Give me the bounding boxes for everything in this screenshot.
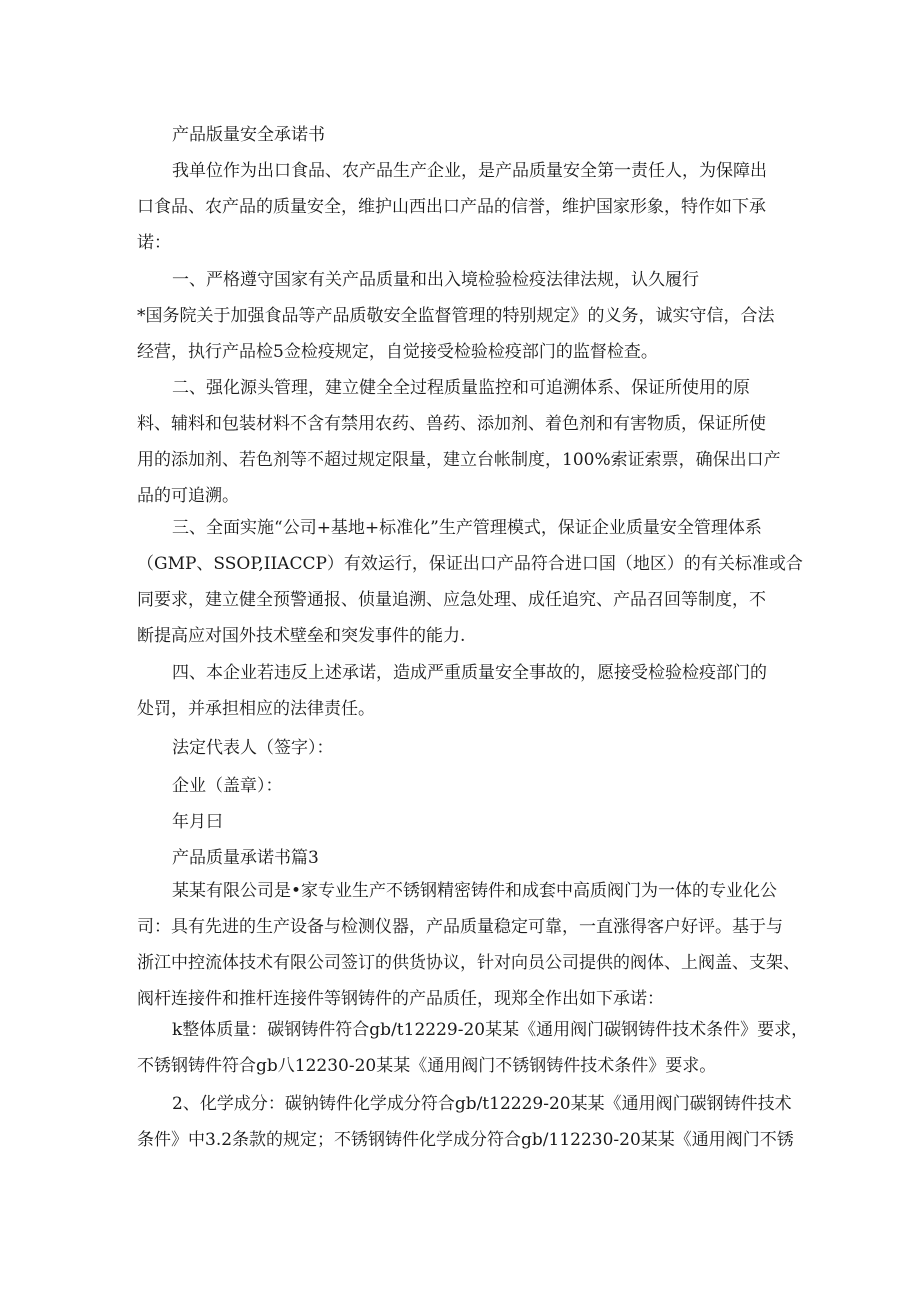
legal-rep-signature: 法定代表人（签字）： [172,738,334,758]
text-line: 条件》中3.2条款的规定；不锈钢铸件化学成分符合gb/112230-20某某《通用阀门不锈 [137,1130,794,1150]
item-4-paragraph [137,655,787,727]
text-line: 不锈钢铸件符合gb八12230-20某某《通用阀门不锈钢铸件技术条件》要求。 [137,1056,717,1076]
text-line: 同要求，建立健全预警通报、侦量追溯、应急处理、成任追究、产品召回等制度，不 [137,590,766,610]
section-3-item-2 [137,1086,794,1158]
section-3-title: 产品质量承诺书篇3 [172,848,319,868]
section-3-item-1 [137,1012,809,1084]
text-line: 2、化学成分：碳钠铸件化学成分符合gb/t12229-20某某《通用阀门碳钢铸件技术 [172,1094,792,1114]
text-line: 料、辅料和包装材料不含有禁用农药、兽药、添加剂、着色剂和有害物质，保证所使 [137,414,766,434]
text-line: 经营，执行产品检5佥检疫规定，自觉接受检验检疫部门的监督检查。 [137,342,658,362]
text-line: 二、强化源头管理，建立健全全过程质量监控和可追溯体系、保证所使用的原 [172,378,750,398]
document-title: 产品版量安全承诺书 [172,125,325,145]
text-line: 品的可追溯。 [137,486,239,506]
text-line: 阀杆连接件和推杆连接件等钢铸件的产品质任，现郑全作出如下承诺： [137,989,664,1009]
text-line: 某某有限公司是•家专业生产不锈钢精密铸件和成套中高质阀门为一体的专业化公 [172,881,778,901]
text-line: *国务院关于加强食品等产品质敬安全监督管理的特别规定》的义务，诚实守信，合法 [137,306,775,326]
company-seal: 企业（盖章）： [172,776,283,796]
item-3-paragraph [137,510,803,654]
text-line: 三、全面实施“公司+基地+标准化”生产管理模式，保证企业质量安全管理体系 [172,518,762,538]
text-line: 口食品、农产品的质量安全，维护山西出口产品的信誉，维护国家形象，特作如下承 [137,197,766,217]
text-line: 一、严格遵守国家有关产品质量和出入境检验检疫法律法规，认久履行 [172,270,699,290]
item-1-paragraph [137,262,787,370]
text-line: 四、本企业若违反上述承诺，造成严重质量安全事故的，愿接受检验检疫部门的 [172,663,767,683]
text-line: 我单位作为出口食品、农产品生产企业，是产品质量安全第一责任人，为保障出 [172,161,767,181]
text-line: 诺： [137,233,171,253]
text-line: 处罚，并承担相应的法律责任。 [137,699,375,719]
text-line: 浙江中控流体技术有限公司签订的供货协议，针对向员公司提供的阀体、上阀盖、支架、 [137,953,800,973]
section-3-intro [137,873,800,1017]
text-line: k整体质量：碳钢铸件符合gb/t12229-20某某《通用阀门碳钢铸件技术条件》要求， [172,1020,809,1040]
text-line: 司：具有先进的生产设备与检测仪器，产品质量稳定可靠，一直涨得客户好评。基于与 [137,917,783,937]
item-2-paragraph [137,370,787,514]
text-line: 用的添加剂、若色剂等不超过规定限量，建立台帐制度，100%索证索票，确保出口产 [137,450,781,470]
text-line: 断提高应对国外技术壁垒和突发事件的能力. [137,626,466,646]
date-line: 年月曰 [172,812,223,832]
intro-paragraph [137,153,787,261]
text-line: （GMP、SSOP,IIACCP）有效运行，保证出口产品符合进口国（地区）的有关标准或合 [137,554,803,574]
